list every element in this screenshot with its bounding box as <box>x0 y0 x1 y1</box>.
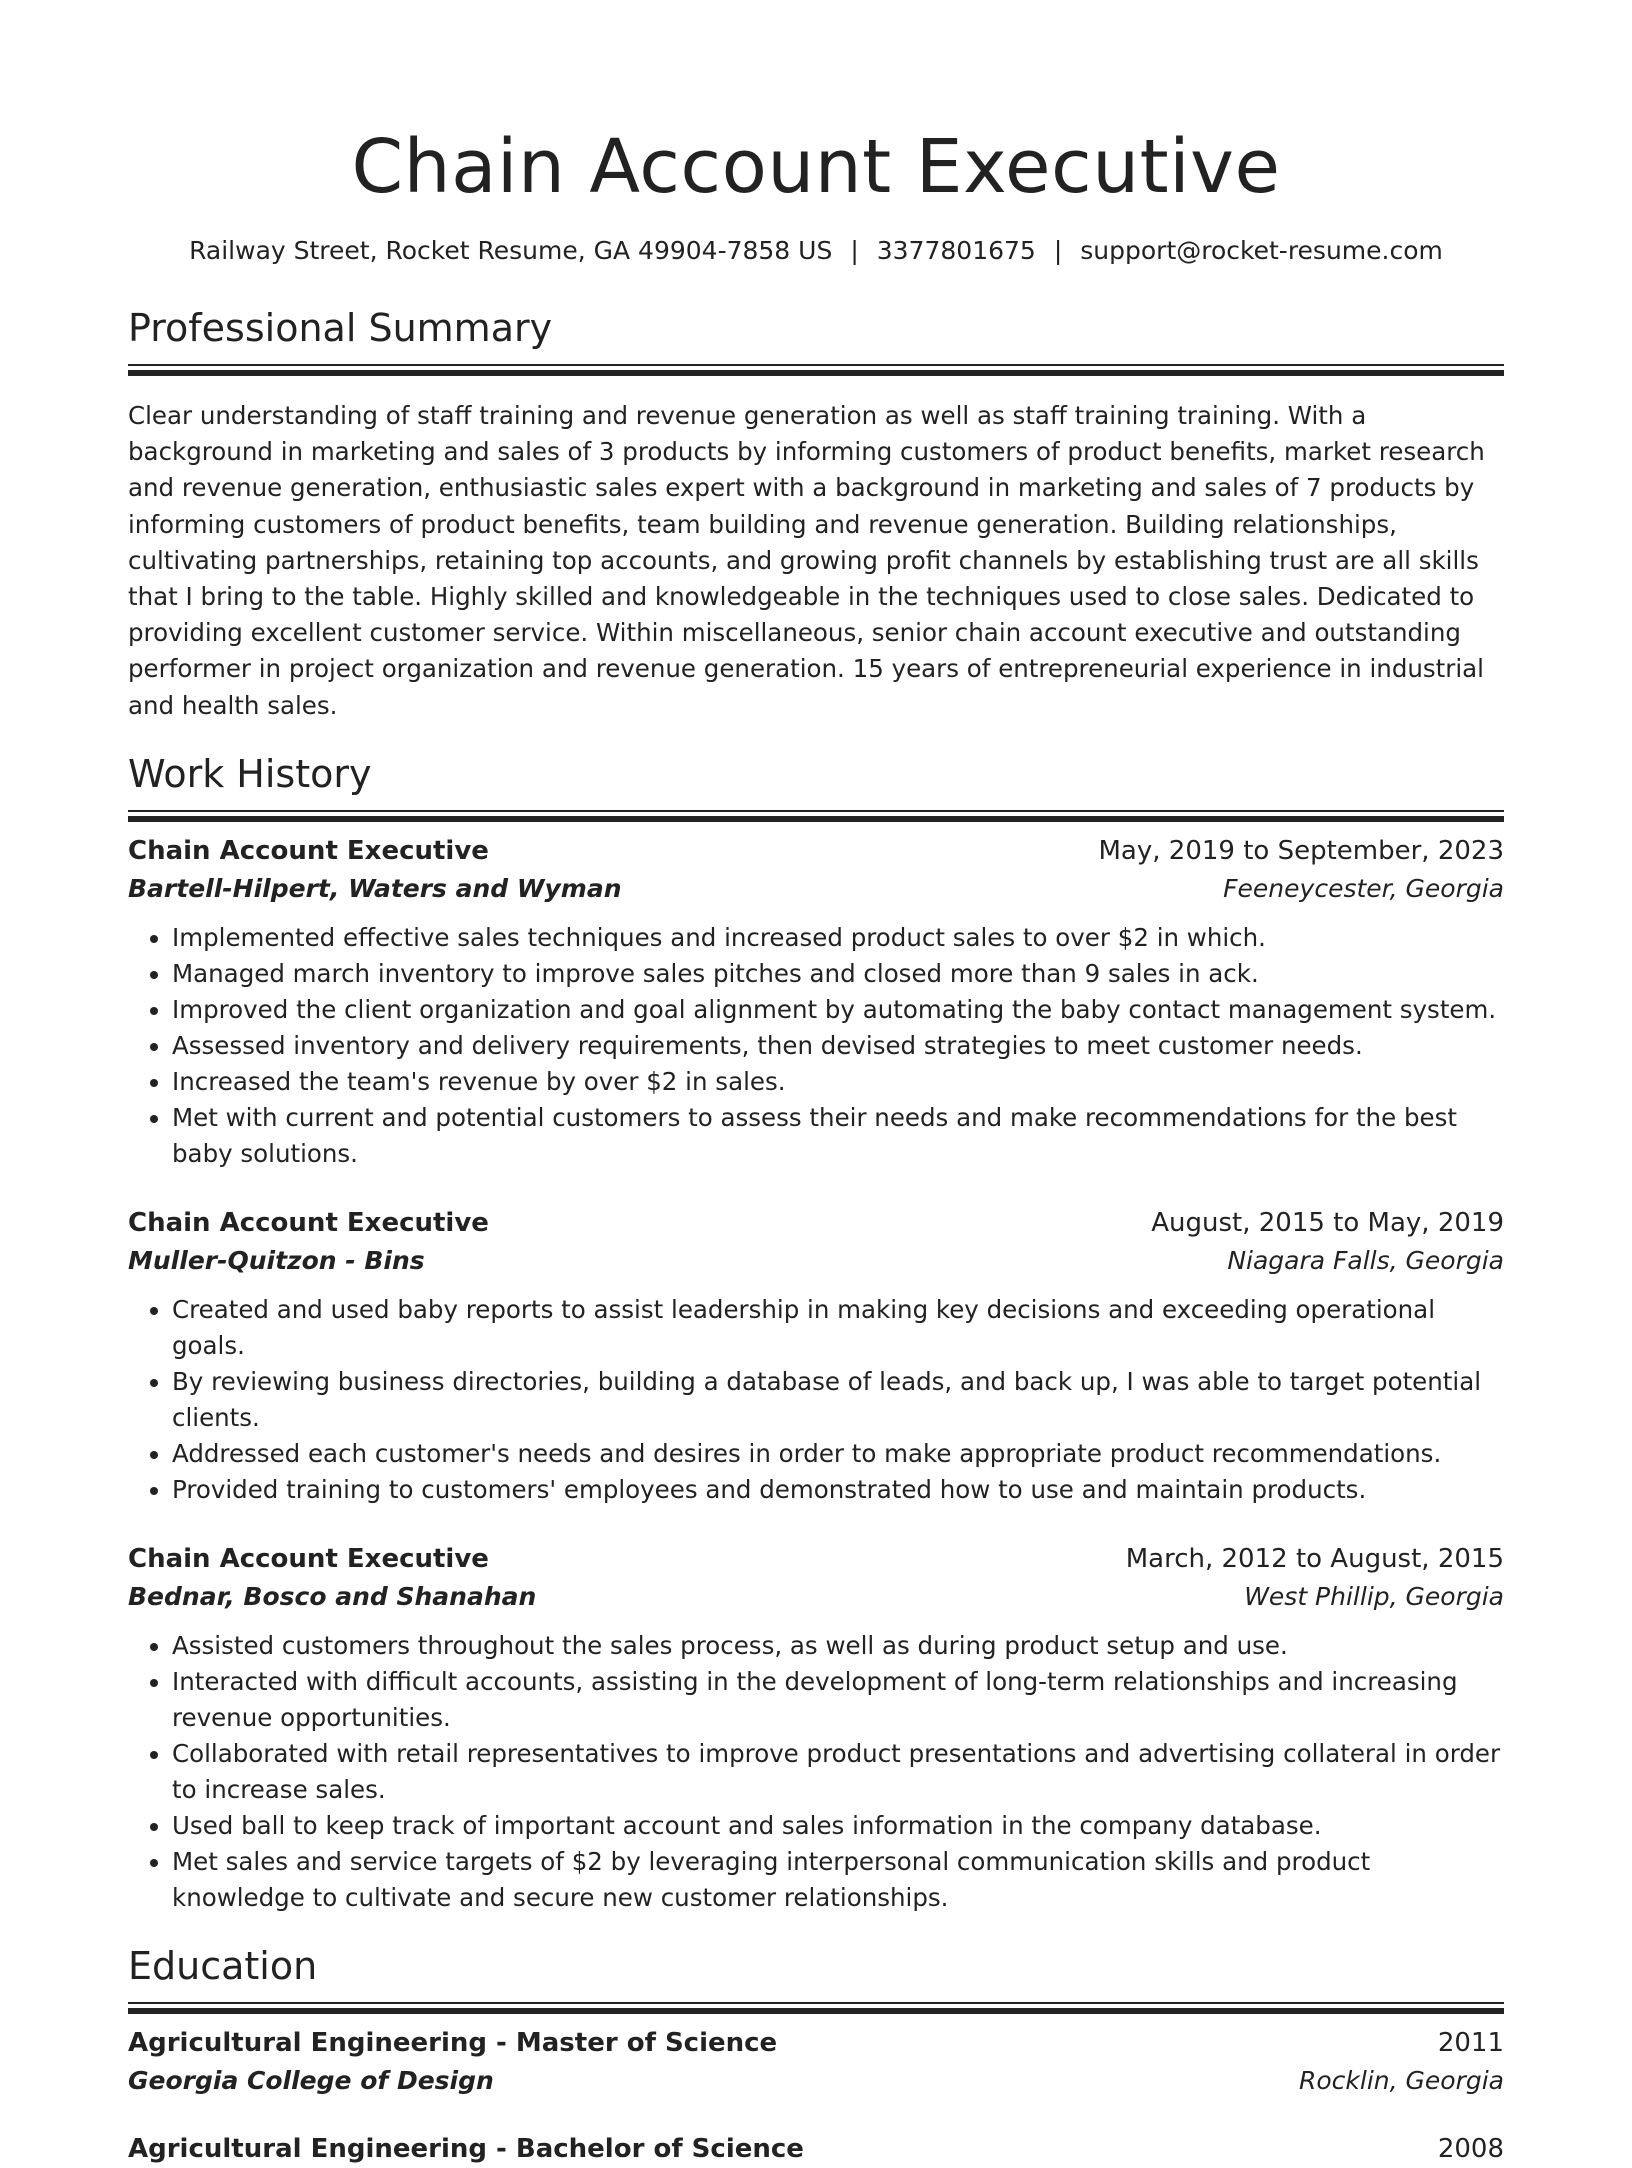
contact-separator: | <box>850 236 859 265</box>
job-entry <box>128 832 1504 1172</box>
job-bullet: • Assessed inventory and delivery requirements, then devised strategies to meet customer needs. <box>172 1028 1504 1064</box>
job-list <box>128 832 1504 1916</box>
section-heading: Professional Summary <box>128 306 553 350</box>
education-degree-row <box>128 2130 1504 2168</box>
job-employer: Bartell-Hilpert, Waters and Wyman <box>128 873 622 903</box>
education-entry <box>128 2130 1504 2168</box>
job-location: West Phillip, Georgia <box>1244 1581 1504 1611</box>
job-title: Chain Account Executive <box>128 1207 489 1238</box>
education-year: 2011 <box>1437 2027 1504 2058</box>
contact-line <box>128 234 1504 268</box>
education-school-row <box>128 2062 1504 2100</box>
job-bullet: • Created and used baby reports to assist leadership in making key decisions and exceeding operational goals. <box>172 1292 1504 1364</box>
job-bullet: • Provided training to customers' employees and demonstrated how to use and maintain products. <box>172 1472 1504 1508</box>
contact-email: support@rocket-resume.com <box>1080 236 1443 265</box>
job-location: Niagara Falls, Georgia <box>1227 1245 1504 1275</box>
section-divider <box>128 2002 1504 2004</box>
job-bullet: • Met with current and potential customers to assess their needs and make recommendations for the best baby solutions. <box>172 1100 1504 1172</box>
job-title-row <box>128 832 1504 870</box>
summary-text: Clear understanding of staff training and revenue generation as well as staff training training. With a background in marketing and sales of 3 products by informing customers of product benefits, market research and revenue generation, enthusiastic sales expert with a background in marketing and sales of 7 products by informing customers of product benefits, team building and revenue generation. Building relationships, cultivating partnerships, retaining top accounts, and growing profit channels by establishing trust are all skills that I bring to the table. Highly skilled and knowledgeable in the techniques used to close sales. Dedicated to providing excellent customer service. Within miscellaneous, senior chain account executive and outstanding performer in project organization and revenue generation. 15 years of entrepreneurial experience in industrial and health sales. <box>128 401 1485 720</box>
job-employer-row <box>128 1578 1504 1616</box>
job-bullet: • By reviewing business directories, building a database of leads, and back up, I was able to target potential clients. <box>172 1364 1504 1436</box>
section-education <box>128 1942 1504 2168</box>
job-bullets <box>128 920 1504 1172</box>
job-title: Chain Account Executive <box>128 835 489 866</box>
contact-address: Railway Street, Rocket Resume, GA 49904-7858 US <box>189 236 833 265</box>
section-heading: Education <box>128 1943 318 1988</box>
job-bullet: • Increased the team's revenue by over $2 in sales. <box>172 1064 1504 1100</box>
job-entry <box>128 1540 1504 1916</box>
job-bullet: • Met sales and service targets of $2 by leveraging interpersonal communication skills and product knowledge to cultivate and secure new customer relationships. <box>172 1844 1504 1916</box>
education-school: Georgia College of Design <box>128 2065 494 2095</box>
education-degree: Agricultural Engineering - Master of Science <box>128 2027 778 2058</box>
job-bullets <box>128 1628 1504 1916</box>
education-year: 2008 <box>1437 2133 1504 2164</box>
job-bullet: • Improved the client organization and goal alignment by automating the baby contact management system. <box>172 992 1504 1028</box>
job-bullet: • Addressed each customer's needs and desires in order to make appropriate product recommendations. <box>172 1436 1504 1472</box>
job-bullet: • Managed march inventory to improve sales pitches and closed more than 9 sales in ack. <box>172 956 1504 992</box>
job-bullet: • Collaborated with retail representatives to improve product presentations and advertising collateral in order to increase sales. <box>172 1736 1504 1808</box>
job-employer-row <box>128 870 1504 908</box>
section-heading: Work History <box>128 751 372 796</box>
job-employer-row <box>128 1242 1504 1280</box>
job-bullet: • Implemented effective sales techniques and increased product sales to over $2 in which. <box>172 920 1504 956</box>
job-employer: Bednar, Bosco and Shanahan <box>128 1581 537 1611</box>
job-bullets <box>128 1292 1504 1508</box>
job-dates: May, 2019 to September, 2023 <box>1098 835 1504 866</box>
education-degree-row <box>128 2024 1504 2062</box>
contact-separator: | <box>1053 236 1063 265</box>
education-entry <box>128 2024 1504 2100</box>
section-divider <box>128 364 1504 366</box>
job-dates: August, 2015 to May, 2019 <box>1151 1207 1504 1238</box>
section-divider <box>128 810 1504 812</box>
education-location: Rocklin, Georgia <box>1299 2065 1504 2095</box>
job-dates: March, 2012 to August, 2015 <box>1125 1543 1504 1574</box>
education-degree: Agricultural Engineering - Bachelor of Science <box>128 2133 804 2164</box>
section-professional-summary <box>128 304 1504 724</box>
job-title-row <box>128 1540 1504 1578</box>
job-title: Chain Account Executive <box>128 1543 489 1574</box>
job-location: Feeneycester, Georgia <box>1223 873 1504 903</box>
education-list <box>128 2024 1504 2168</box>
candidate-name: Chain Account Executive <box>351 124 1281 210</box>
job-entry <box>128 1204 1504 1508</box>
job-bullet: • Interacted with difficult accounts, assisting in the development of long-term relationships and increasing revenue opportunities. <box>172 1664 1504 1736</box>
job-title-row <box>128 1204 1504 1242</box>
section-work-history <box>128 750 1504 1916</box>
job-bullet: • Used ball to keep track of important account and sales information in the company database. <box>172 1808 1504 1844</box>
contact-phone: 3377801675 <box>876 236 1036 265</box>
job-bullet: • Assisted customers throughout the sales process, as well as during product setup and use. <box>172 1628 1504 1664</box>
job-employer: Muller-Quitzon - Bins <box>128 1245 425 1275</box>
